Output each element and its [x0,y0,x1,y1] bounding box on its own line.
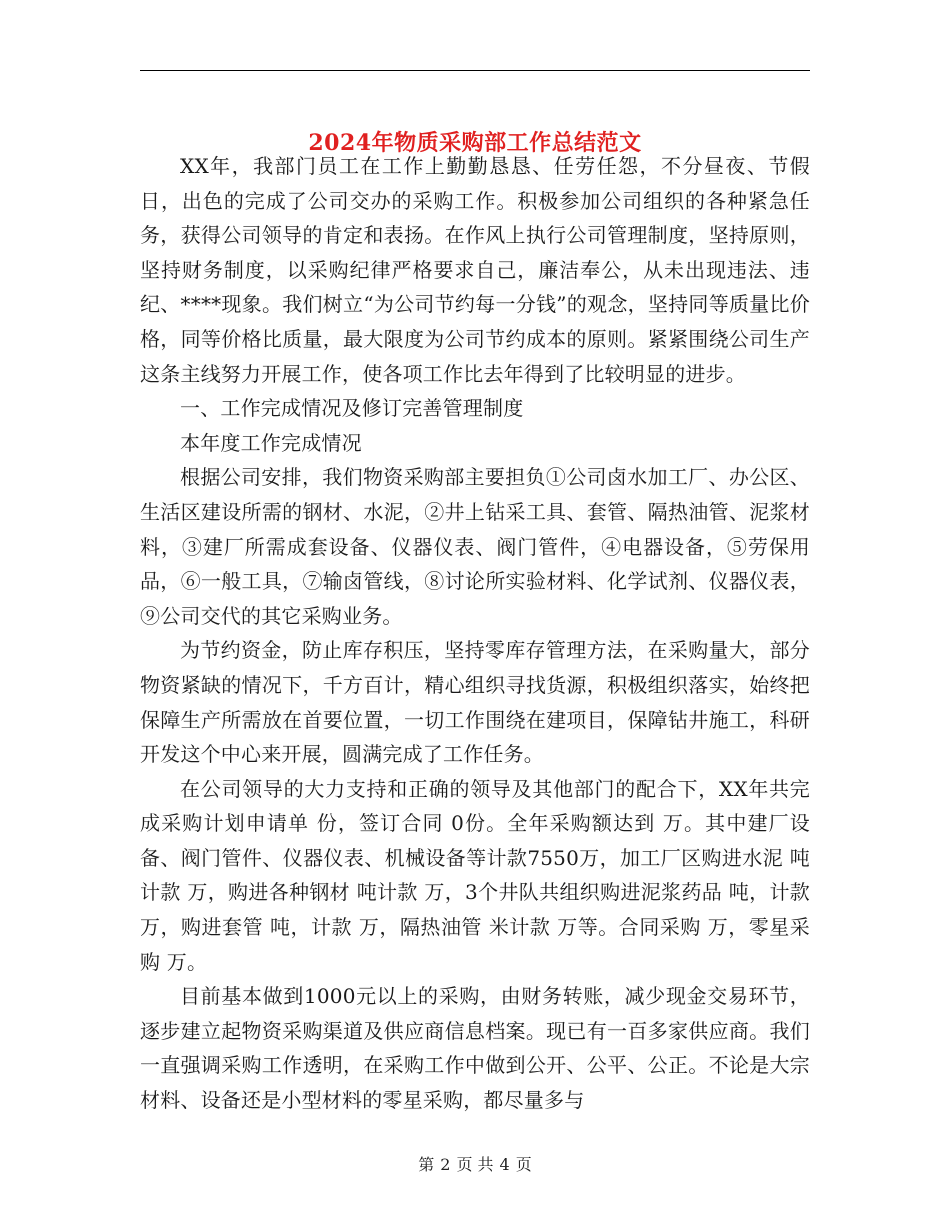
footer-label-pages: 页 [515,1155,532,1174]
paragraph-intro: XX年，我部门员工在工作上勤勤恳恳、任劳任怨，不分昼夜、节假日，出色的完成了公司交办的采购工作。积极参加公司组织的各种紧急任务，获得公司领导的肯定和表扬。在作风上执行公司管理制度，坚持原则，坚持财务制度，以采购纪律严格要求自己，廉洁奉公，从未出现违法、违纪、****现象。我们树立“为公司节约每一分钱”的观念，坚持同等质量比价格，同等价格比质量，最大限度为公司节约成本的原则。紧紧围绕公司生产这条主线努力开展工作，使各项工作比去年得到了比较明显的进步。 [140,154,810,386]
footer-label-of: 页 共 [456,1155,494,1174]
footer-current-page: 2 [440,1155,451,1174]
document-title: 2024年物质采购部工作总结范文 [308,129,642,156]
page-footer [0,1153,950,1177]
footer-total-pages: 4 [499,1155,510,1174]
paragraph-responsibilities: 根据公司安排，我们物资采购部主要担负①公司卤水加工厂、办公区、生活区建设所需的钢材、水泥，②井上钻采工具、套管、隔热油管、泥浆材料，③建厂所需成套设备、仪器仪表、阀门管件，④电器设备，⑤劳保用品，⑥一般工具，⑦输卤管线，⑧讨论所实验材料、化学试剂、仪器仪表，⑨公司交代的其它采购业务。 [140,465,810,628]
subsection-heading: 本年度工作完成情况 [180,430,362,455]
section-heading: 一、工作完成情况及修订完善管理制度 [180,396,524,421]
paragraph-cost-saving: 为节约资金，防止库存积压，坚持零库存管理方法，在采购量大，部分物资紧缺的情况下，千方百计，精心组织寻找货源，积极组织落实，始终把保障生产所需放在首要位置，一切工作围绕在建项目，保障钻井施工，科研开发这个中心来开展，圆满完成了工作任务。 [140,638,810,767]
header-rule [140,70,810,71]
paragraph-purchase-stats: 在公司领导的大力支持和正确的领导及其他部门的配合下，XX年共完成采购计划申请单 份，签订合同 0份。全年采购额达到 万。其中建厂设备、阀门管件、仪器仪表、机械设备等计款7550万，加工厂区购进水泥 吨计款 万，购进各种钢材 吨计款 万，3个井队共组织购进泥浆药品 吨，计款 万，购进套管 吨，计款 万，隔热油管 米计款 万等。合同采购 万，零星采购 万。 [140,776,810,974]
document-body [140,149,810,1118]
paragraph-transparency: 目前基本做到1000元以上的采购，由财务转账，减少现金交易环节，逐步建立起物资采购渠道及供应商信息档案。现已有一百多家供应商。我们一直强调采购工作透明，在采购工作中做到公开、公平、公正。不论是大宗材料、设备还是小型材料的零星采购，都尽量多与 [140,984,810,1113]
footer-label-page: 第 [418,1155,435,1174]
